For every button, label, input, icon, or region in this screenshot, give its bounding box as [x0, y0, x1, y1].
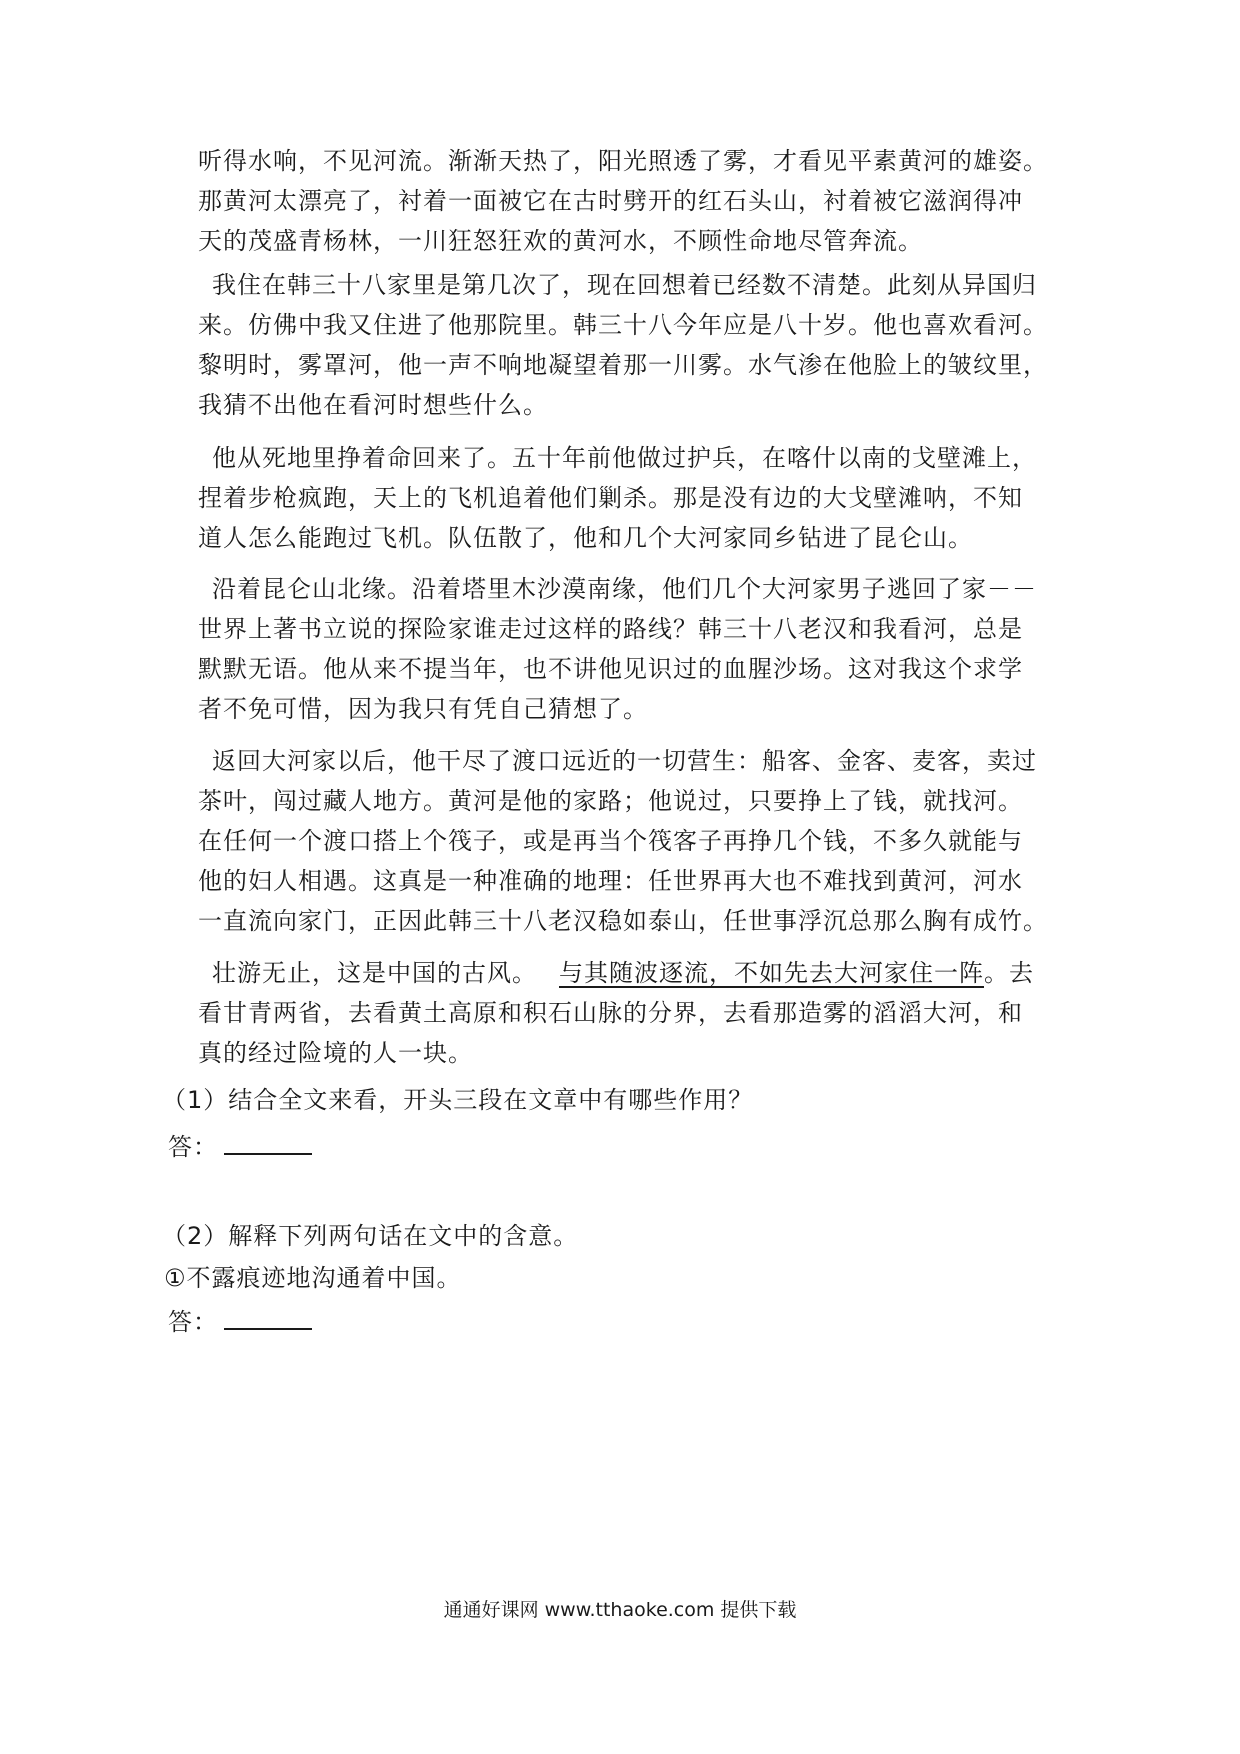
passage-line: 捏着步枪疯跑，天上的飞机追着他们剿杀。那是没有边的大戈壁滩呐，不知 — [198, 484, 1023, 512]
passage-line: 世界上著书立说的探险家谁走过这样的路线？韩三十八老汉和我看河，总是 — [198, 615, 1023, 643]
passage-line: 者不免可惜，因为我只有凭自己猜想了。 — [198, 695, 648, 723]
passage-line: 在任何一个渡口搭上个筏子，或是再当个筏客子再挣几个钱，不多久就能与 — [198, 827, 1023, 855]
passage-line: 他从死地里挣着命回来了。五十年前他做过护兵，在喀什以南的戈壁滩上， — [212, 444, 1037, 472]
footer-text: 通通好课网 www.tthaoke.com 提供下载 — [443, 1599, 797, 1621]
answer-label: 答： — [168, 1133, 218, 1161]
passage-line: 我猜不出他在看河时想些什么。 — [198, 391, 548, 419]
passage-text: 壮游无止，这是中国的古风。 — [212, 959, 537, 987]
question-2-item-1: ①不露痕迹地沟通着中国。 — [164, 1264, 462, 1292]
passage-line: 天的茂盛青杨林，一川狂怒狂欢的黄河水，不顾性命地尽管奔流。 — [198, 227, 923, 255]
passage-line: 一直流向家门，正因此韩三十八老汉稳如泰山，任世事浮沉总那么胸有成竹。 — [198, 907, 1048, 935]
answer-line-1[interactable] — [168, 1132, 312, 1162]
passage-line: 沿着昆仑山北缘。沿着塔里木沙漠南缘，他们几个大河家男子逃回了家－－ — [212, 575, 1037, 603]
answer-label: 答： — [168, 1308, 218, 1336]
passage-line: 他的妇人相遇。这真是一种准确的地理：任世界再大也不难找到黄河，河水 — [198, 867, 1023, 895]
answer-blank[interactable] — [224, 1133, 312, 1155]
answer-blank[interactable] — [224, 1308, 312, 1330]
passage-line: 我住在韩三十八家里是第几次了，现在回想着已经数不清楚。此刻从异国归 — [212, 271, 1037, 299]
passage-line: 看甘青两省，去看黄土高原和积石山脉的分界，去看那造雾的滔滔大河，和 — [198, 999, 1023, 1027]
answer-line-2[interactable] — [168, 1307, 312, 1337]
passage-line: 默默无语。他从来不提当年，也不讲他见识过的血腥沙场。这对我这个求学 — [198, 655, 1023, 683]
question-1: （1）结合全文来看，开头三段在文章中有哪些作用？ — [162, 1086, 754, 1114]
passage-line: 那黄河太漂亮了，衬着一面被它在古时劈开的红石头山，衬着被它滋润得冲 — [198, 187, 1023, 215]
passage-line: 道人怎么能跑过飞机。队伍散了，他和几个大河家同乡钻进了昆仑山。 — [198, 524, 973, 552]
underlined-sentence: 与其随波逐流，不如先去大河家住一阵 — [559, 959, 984, 987]
question-2: （2）解释下列两句话在文中的含意。 — [162, 1222, 579, 1250]
passage-line: 返回大河家以后，他干尽了渡口远近的一切营生：船客、金客、麦客，卖过 — [212, 747, 1037, 775]
passage-line: 真的经过险境的人一块。 — [198, 1039, 473, 1067]
passage-line — [212, 958, 1034, 988]
passage-line: 茶叶，闯过藏人地方。黄河是他的家路；他说过，只要挣上了钱，就找河。 — [198, 787, 1023, 815]
passage-line: 听得水响，不见河流。渐渐天热了，阳光照透了雾，才看见平素黄河的雄姿。 — [198, 147, 1048, 175]
passage-line: 来。仿佛中我又住进了他那院里。韩三十八今年应是八十岁。他也喜欢看河。 — [198, 311, 1048, 339]
passage-line: 黎明时，雾罩河，他一声不响地凝望着那一川雾。水气渗在他脸上的皱纹里， — [198, 351, 1048, 379]
passage-text: 。去 — [984, 959, 1034, 987]
